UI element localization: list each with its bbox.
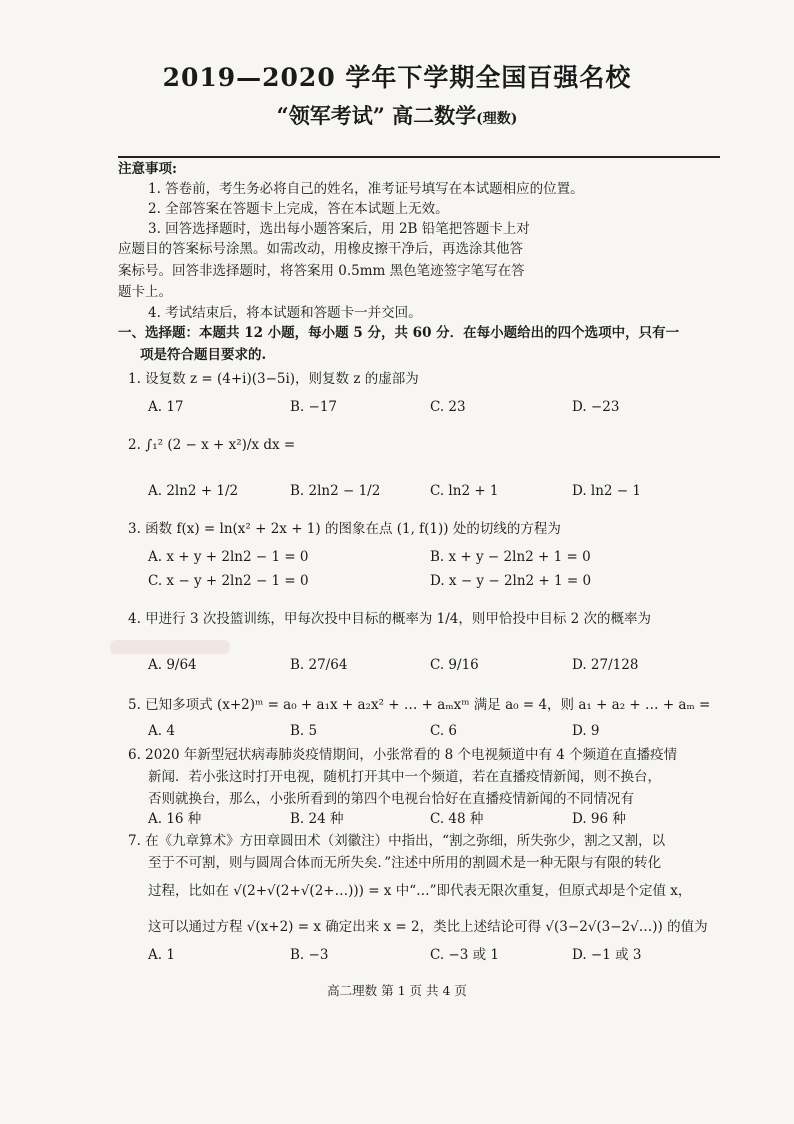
question-2-stem: 2. ∫₁² (2 − x + x²)/x dx = [128,437,296,453]
question-7-option-d: D. −1 或 3 [572,947,642,963]
question-6-option-d: D. 96 种 [572,811,626,827]
question-5-option-d: D. 9 [572,723,600,739]
notice-item-2: 2. 全部答案在答题卡上完成，答在本试题上无效。 [148,201,449,217]
question-2-option-b: B. 2ln2 − 1/2 [290,483,381,499]
question-2-option-c: C. ln2 + 1 [430,483,499,499]
header-rule [118,156,720,158]
section-heading-line-1: 一、选择题：本题共 12 小题，每小题 5 分，共 60 分．在每小题给出的四个选项中，只有一 [118,325,680,341]
question-2-option-d: D. ln2 − 1 [572,483,642,499]
question-6-line-3: 否则就换台，那么，小张所看到的第四个电视台恰好在直播疫情新闻的不同情况有 [148,791,634,807]
question-6-line-1: 6. 2020 年新型冠状病毒肺炎疫情期间，小张常看的 8 个电视频道中有 4 个频道在直播疫情 [128,747,678,763]
notice-item-3b: 应题目的答案标号涂黑。如需改动，用橡皮擦干净后，再选涂其他答 [118,241,523,257]
paper-stain [110,640,230,654]
notice-item-4: 4. 考试结束后，将本试题和答题卡一并交回。 [148,305,422,321]
notice-item-3d: 题卡上。 [118,284,172,300]
question-1-option-a: A. 17 [148,399,184,415]
question-4-option-b: B. 27/64 [290,657,348,673]
question-7-option-c: C. −3 或 1 [430,947,500,963]
question-1-option-b: B. −17 [290,399,337,415]
question-3-option-b: B. x + y − 2ln2 + 1 = 0 [430,549,591,565]
question-5-option-b: B. 5 [290,723,318,739]
section-heading-line-2: 项是符合题目要求的. [140,347,267,363]
question-5-option-c: C. 6 [430,723,458,739]
notice-item-3a: 3. 回答选择题时，选出每小题答案后，用 2B 铅笔把答题卡上对 [148,221,530,237]
subtitle-small: (理数) [476,111,518,127]
question-6-option-c: C. 48 种 [430,811,484,827]
question-1-option-c: C. 23 [430,399,466,415]
question-1-stem: 1. 设复数 z = (4+i)(3−5i)，则复数 z 的虚部为 [128,371,419,387]
question-3-stem: 3. 函数 f(x) = ln(x² + 2x + 1) 的图象在点 (1, f(1)) 处的切线的方程为 [128,521,561,537]
question-4-option-c: C. 9/16 [430,657,479,673]
subtitle-main: “领军考试” 高二数学 [276,103,477,128]
question-7-line-3: 过程，比如在 √(2+√(2+√(2+…))) = x 中“…”即代表无限次重复，但原式却是个定值 x， [148,883,692,899]
question-3-option-a: A. x + y + 2ln2 − 1 = 0 [148,549,309,565]
question-7-line-4: 这可以通过方程 √(x+2) = x 确定出来 x = 2，类比上述结论可得 √(3−2√(3−2√…)) 的值为 [148,919,708,935]
question-6-line-2: 新闻．若小张这时打开电视，随机打开其中一个频道，若在直播疫情新闻，则不换台， [148,769,661,785]
question-7-option-b: B. −3 [290,947,329,963]
question-7-line-1: 7. 在《九章算术》方田章圆田术（刘徽注）中指出，“割之弥细，所失弥少，割之又割，以 [128,833,666,849]
question-4-option-d: D. 27/128 [572,657,639,673]
notice-item-1: 1. 答卷前，考生务必将自己的姓名，准考证号填写在本试题相应的位置。 [148,181,584,197]
question-5-option-a: A. 4 [148,723,175,739]
notice-item-3c: 案标号。回答非选择题时，将答案用 0.5mm 黑色笔迹签字笔写在答 [118,263,525,279]
question-7-option-a: A. 1 [148,947,175,963]
question-6-option-b: B. 24 种 [290,811,344,827]
exam-title: 2019—2020 学年下学期全国百强名校 [162,63,632,92]
question-6-option-a: A. 16 种 [148,811,202,827]
question-2-option-a: A. 2ln2 + 1/2 [148,483,239,499]
question-3-option-d: D. x − y − 2ln2 + 1 = 0 [430,573,592,589]
question-4-option-a: A. 9/64 [148,657,197,673]
question-7-line-2: 至于不可割，则与圆周合体而无所失矣．”注述中所用的割圆术是一种无限与有限的转化 [148,855,662,871]
page-footer: 高二理数 第 1 页 共 4 页 [327,983,467,998]
notice-heading: 注意事项: [118,161,177,177]
question-4-stem: 4. 甲进行 3 次投篮训练，甲每次投中目标的概率为 1/4，则甲恰投中目标 2 次的概率为 [128,611,652,627]
question-5-stem: 5. 已知多项式 (x+2)ᵐ = a₀ + a₁x + a₂x² + … + aₘxᵐ 满足 a₀ = 4，则 a₁ + a₂ + … + aₘ = [128,697,711,713]
question-3-option-c: C. x − y + 2ln2 − 1 = 0 [148,573,309,589]
question-1-option-d: D. −23 [572,399,620,415]
exam-subtitle [0,100,794,130]
